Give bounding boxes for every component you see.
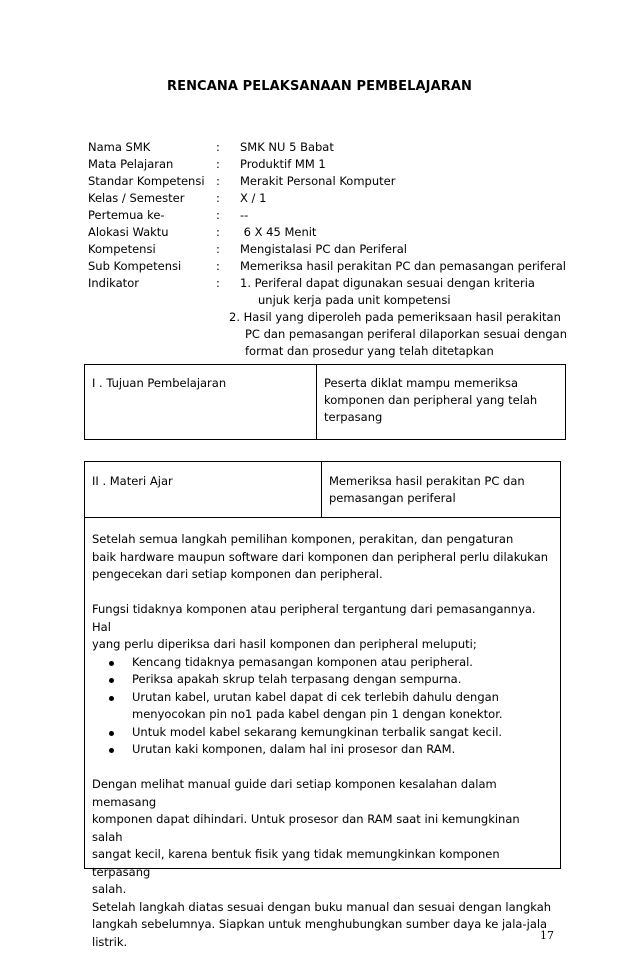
bullet-icon [109,661,114,666]
text-line: langkah sebelumnya. Siapkan untuk menghubungkan sumber daya ke jala-jala [92,917,548,931]
identity-label: Kelas / Semester [88,191,185,205]
materi-body [92,531,552,951]
identity-colon: : [216,225,220,239]
list-item [92,741,552,759]
list-item [92,671,552,689]
text-line: yang perlu diperiksa dari hasil komponen dan peripheral meluputi; [92,637,477,651]
materi-content-line: Memeriksa hasil perakitan PC dan [329,474,525,488]
identity-value: SMK NU 5 Babat [240,140,334,154]
materi-row-divider [84,517,561,518]
identity-colon: : [216,208,220,222]
list-item-text: menyocokan pin no1 pada kabel dengan pin 1 dengan konektor. [132,707,503,721]
identity-colon: : [216,276,220,290]
indikator-continuation: PC dan pemasangan periferal dilaporkan sesuai dengan [245,327,567,341]
identity-colon: : [216,174,220,188]
bullet-icon [109,731,114,736]
bullet-icon [109,748,114,753]
indikator-continuation: unjuk kerja pada unit kompetensi [258,293,451,307]
tujuan-label: I . Tujuan Pembelajaran [92,376,227,390]
materi-content-line: pemasangan periferal [329,491,456,505]
tujuan-line: Peserta diklat mampu memeriksa [324,376,519,390]
identity-colon: : [216,157,220,171]
identity-label: Indikator [88,276,139,290]
document-title: RENCANA PELAKSANAAN PEMBELAJARAN [166,79,473,94]
identity-label: Pertemua ke- [88,208,165,222]
identity-value: Memeriksa hasil perakitan PC dan pemasangan periferal [240,259,566,273]
identity-colon: : [216,242,220,256]
bullet-icon [109,696,114,701]
identity-value: 6 X 45 Menit [240,225,317,239]
tujuan-divider [316,364,317,440]
list-item [92,724,552,742]
text-line: Setelah semua langkah pemilihan komponen, perakitan, dan pengaturan [92,532,514,546]
materi-label: II . Materi Ajar [92,474,173,488]
identity-label: Kompetensi [88,242,156,256]
identity-value: Mengistalasi PC dan Periferal [240,242,407,256]
list-item-text: Kencang tidaknya pemasangan komponen atau peripheral. [132,654,473,669]
spacer [92,584,552,602]
identity-colon: : [216,259,220,273]
materi-intro [92,531,552,584]
text-line: pengecekan dari setiap komponen dan peripheral. [92,567,383,581]
text-line: listrik. [92,934,128,949]
page-number: 17 [540,929,554,942]
text-line: sangat kecil, karena bentuk fisik yang tidak memungkinkan komponen terpasang [92,847,500,879]
indikator-item-2: 2. Hasil yang diperoleh pada pemeriksaan hasil perakitan [229,310,561,324]
identity-label: Nama SMK [88,140,151,154]
tujuan-content [324,375,559,426]
list-item-text: Untuk model kabel sekarang kemungkinan terbalik sangat kecil. [132,724,503,739]
tujuan-line: komponen dan peripheral yang telah [324,393,538,407]
indikator-continuation: format dan prosedur yang telah ditetapkan [245,344,494,358]
text-line: Fungsi tidaknya komponen atau peripheral tergantung dari pemasangannya. Hal [92,602,536,634]
spacer [92,759,552,777]
materi-col-divider [321,461,322,517]
identity-label: Mata Pelajaran [88,157,174,171]
list-item-text: Periksa apakah skrup telah terpasang dengan sempurna. [132,672,462,686]
identity-value: 1. Periferal dapat digunakan sesuai dengan kriteria [240,276,535,290]
text-line: baik hardware maupun software dari komponen dan peripheral perlu dilakukan [92,549,549,564]
check-list [92,654,552,759]
list-item [92,689,552,724]
identity-colon: : [216,140,220,154]
materi-closing [92,776,552,951]
identity-colon: : [216,191,220,205]
identity-label: Alokasi Waktu [88,225,169,239]
identity-value: X / 1 [240,191,267,205]
materi-fungsi [92,601,552,654]
list-item-text: Urutan kabel, urutan kabel dapat di cek terlebih dahulu dengan [132,689,499,704]
identity-label: Sub Kompetensi [88,259,182,273]
bullet-icon [109,678,114,683]
text-line: salah. [92,882,127,896]
list-item-text: Urutan kaki komponen, dalam hal ini prosesor dan RAM. [132,742,456,756]
identity-label: Standar Kompetensi [88,174,205,188]
text-line: komponen dapat dihindari. Untuk prosesor dan RAM saat ini kemungkinan salah [92,812,520,844]
text-line: Setelah langkah diatas sesuai dengan buku manual dan sesuai dengan langkah [92,899,552,914]
identity-value: -- [240,208,249,222]
list-item [92,654,552,672]
text-line: Dengan melihat manual guide dari setiap komponen kesalahan dalam memasang [92,777,497,809]
materi-content [329,473,557,507]
identity-value: Produktif MM 1 [240,157,326,171]
identity-value: Merakit Personal Komputer [240,174,396,188]
tujuan-line: terpasang [324,410,383,424]
